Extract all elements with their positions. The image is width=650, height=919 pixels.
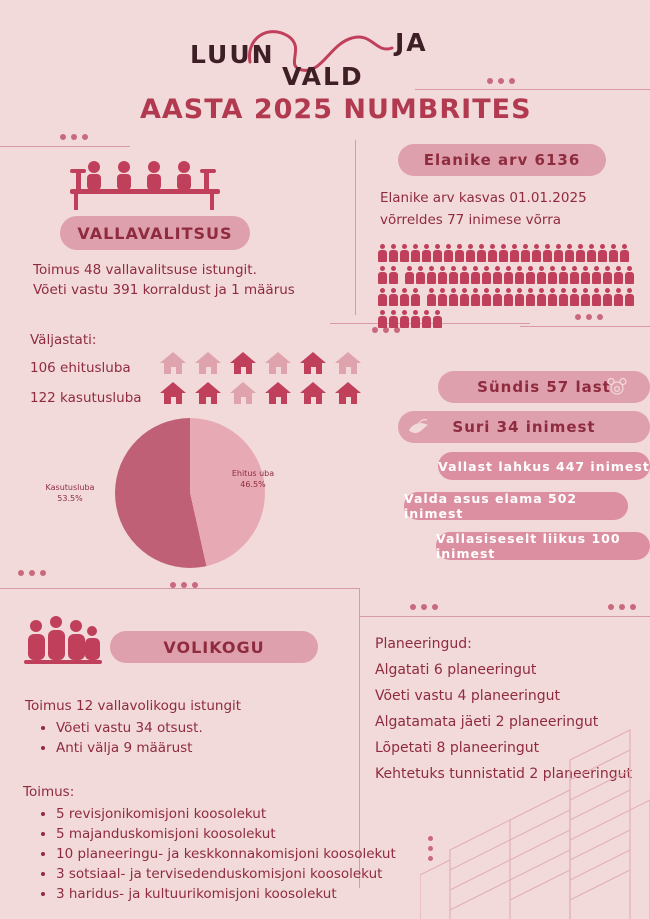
elanike-badge: Elanike arv 6136: [398, 144, 606, 176]
toimus-heading: Toimus:: [23, 784, 75, 800]
population-people-icons: [378, 244, 640, 332]
decor-line-left: [0, 146, 130, 147]
volikogu-bullets: [38, 718, 356, 758]
decor-dots-lower-left: [18, 570, 46, 576]
pie-label-right-value: 46.5%: [240, 480, 266, 489]
died-badge: Suri 34 inimest: [398, 411, 650, 443]
permits-heading: Väljastati:: [30, 332, 97, 348]
arrived-badge: Valda asus elama 502 inimest: [404, 492, 628, 520]
elanike-line1: Elanike arv kasvas 01.01.2025: [380, 190, 587, 206]
logo: [0, 14, 650, 91]
dove-icon: [406, 416, 432, 438]
elanike-line2: võrreldes 77 inimese võrra: [380, 212, 562, 228]
decor-hline-lower-left: [0, 588, 360, 589]
list-item: • 3 sotsiaal- ja tervisedenduskomisjoni koosolekut: [56, 864, 416, 884]
decor-dots-vertical: [428, 836, 433, 861]
planeering-item-4: Kehtetuks tunnistatid 2 planeeringut: [375, 766, 632, 782]
list-item: • 5 revisjonikomisjoni koosolekut: [56, 804, 416, 824]
volikogu-badge: VOLIKOGU: [110, 631, 318, 663]
decor-dots-top-right: [487, 78, 515, 84]
left-badge: Vallast lahkus 447 inimest: [438, 452, 650, 480]
pie-label-left-name: Kasutusluba: [45, 483, 95, 492]
logo-text-vald: VALD: [282, 62, 364, 91]
list-item: • Anti välja 9 määrust: [56, 738, 356, 758]
permits-pie-chart: [115, 418, 265, 568]
decor-hline-lower-right: [359, 616, 650, 617]
vallavalitsus-line1: Toimus 48 vallavalitsuse istungit.: [33, 262, 257, 278]
teddy-bear-icon: [606, 378, 628, 398]
permit-ehitusluba: 106 ehitusluba: [30, 360, 131, 376]
planeering-item-0: Algatati 6 planeeringut: [375, 662, 537, 678]
council-people-icon: [22, 612, 104, 672]
internal-badge: Vallasiseselt liikus 100 inimest: [436, 532, 650, 560]
permit-kasutusluba: 122 kasutusluba: [30, 390, 142, 406]
meeting-table-icon: [70, 155, 230, 215]
house-row-dark: [160, 382, 365, 408]
page-title: AASTA 2025 NUMBRITES: [140, 94, 532, 125]
pie-label-right: [218, 468, 288, 490]
buildings-outline-icon: [420, 700, 650, 919]
planeering-item-1: Võeti vastu 4 planeeringut: [375, 688, 561, 704]
decor-dots-lower-right2: [608, 604, 636, 610]
pie-label-right-name: Ehitus uba: [231, 469, 275, 478]
planeeringud-heading: Planeeringud:: [375, 636, 472, 652]
logo-text-luun: LUUN: [190, 40, 275, 69]
decor-vline-upper: [355, 140, 356, 315]
commission-list: [38, 804, 416, 904]
volikogu-line1: Toimus 12 vallavolikogu istungit: [25, 698, 242, 714]
list-item: • 10 planeeringu- ja keskkonnakomisjoni koosolekut: [56, 844, 416, 864]
pie-label-left: [35, 482, 105, 504]
planeering-item-3: Lõpetati 8 planeeringut: [375, 740, 540, 756]
list-item: • 3 haridus- ja kultuurikomisjoni koosolekut: [56, 884, 416, 904]
decor-dots-left: [60, 134, 88, 140]
vallavalitsus-badge: VALLAVALITSUS: [60, 216, 250, 250]
decor-dots-lower-mid: [170, 582, 198, 588]
planeering-item-2: Algatamata jäeti 2 planeeringut: [375, 714, 599, 730]
logo-text-ja: JA: [395, 28, 428, 57]
decor-line-top-right: [415, 89, 650, 90]
born-badge: Sündis 57 last: [438, 371, 650, 403]
decor-dots-lower-right: [410, 604, 438, 610]
pie-label-left-value: 53.5%: [57, 494, 83, 503]
list-item: • Võeti vastu 34 otsust.: [56, 718, 356, 738]
list-item: • 5 majanduskomisjoni koosolekut: [56, 824, 416, 844]
vallavalitsus-line2: Võeti vastu 391 korraldust ja 1 määrus: [33, 282, 295, 298]
house-row-light: [160, 352, 365, 378]
